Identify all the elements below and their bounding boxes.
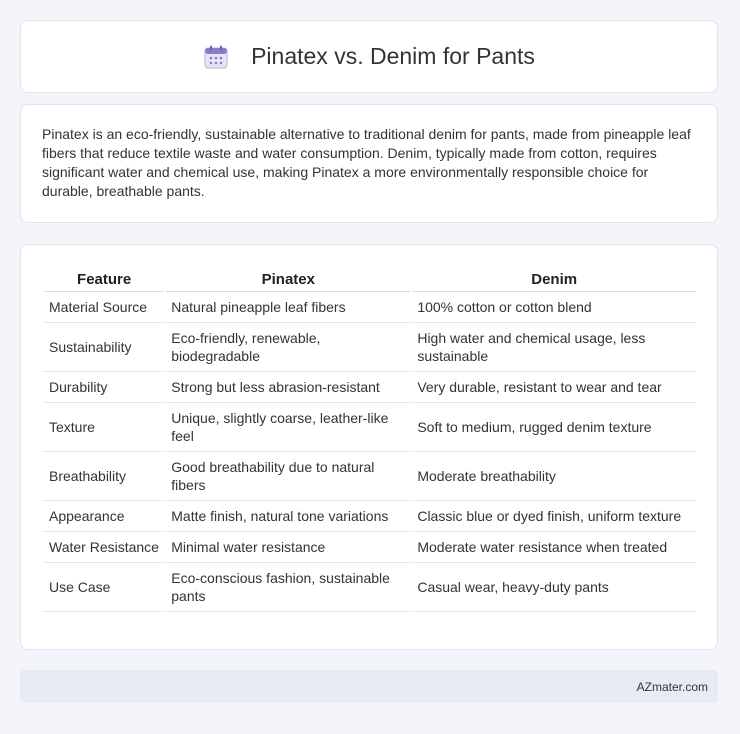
footer-bar [20,670,718,703]
comparison-table-card [20,244,718,650]
calendar-icon [203,44,229,70]
denim-cell: 100% cotton or cotton blend [412,292,696,323]
pinatex-cell: Matte finish, natural tone variations [166,501,410,532]
table-row [44,372,696,403]
header-pinatex: Pinatex [166,267,410,292]
feature-cell: Sustainability [44,323,164,372]
pinatex-cell: Eco-friendly, renewable, biodegradable [166,323,410,372]
denim-cell: Moderate breathability [412,452,696,501]
table-row [44,323,696,372]
feature-cell: Appearance [44,501,164,532]
table-row [44,403,696,452]
denim-cell: Very durable, resistant to wear and tear [412,372,696,403]
pinatex-cell: Minimal water resistance [166,532,410,563]
page-title: Pinatex vs. Denim for Pants [251,43,535,69]
table-row [44,532,696,563]
feature-cell: Texture [44,403,164,452]
table-row [44,292,696,323]
comparison-table [42,267,698,612]
feature-cell: Water Resistance [44,532,164,563]
intro-paragraph: Pinatex is an eco-friendly, sustainable alternative to traditional denim for pants, made from pineapple leaf fibers that reduce textile waste and water consumption. Denim, typically made from cotton, requires significant water and chemical use, making Pinatex a more environmentally responsible choice for durable, breathable pants. [42,126,691,199]
title-card [20,20,718,93]
denim-cell: Moderate water resistance when treated [412,532,696,563]
denim-cell: High water and chemical usage, less sustainable [412,323,696,372]
feature-cell: Material Source [44,292,164,323]
header-feature: Feature [44,267,164,292]
footer-site-link[interactable]: AZmater.com [636,679,708,694]
table-row [44,563,696,612]
denim-cell: Casual wear, heavy-duty pants [412,563,696,612]
feature-cell: Durability [44,372,164,403]
header-denim: Denim [412,267,696,292]
feature-cell: Use Case [44,563,164,612]
denim-cell: Classic blue or dyed finish, uniform texture [412,501,696,532]
feature-cell: Breathability [44,452,164,501]
intro-card [20,104,718,223]
table-header-row [44,267,696,292]
table-row [44,501,696,532]
pinatex-cell: Good breathability due to natural fibers [166,452,410,501]
pinatex-cell: Strong but less abrasion-resistant [166,372,410,403]
denim-cell: Soft to medium, rugged denim texture [412,403,696,452]
pinatex-cell: Unique, slightly coarse, leather-like feel [166,403,410,452]
table-row [44,452,696,501]
pinatex-cell: Natural pineapple leaf fibers [166,292,410,323]
pinatex-cell: Eco-conscious fashion, sustainable pants [166,563,410,612]
